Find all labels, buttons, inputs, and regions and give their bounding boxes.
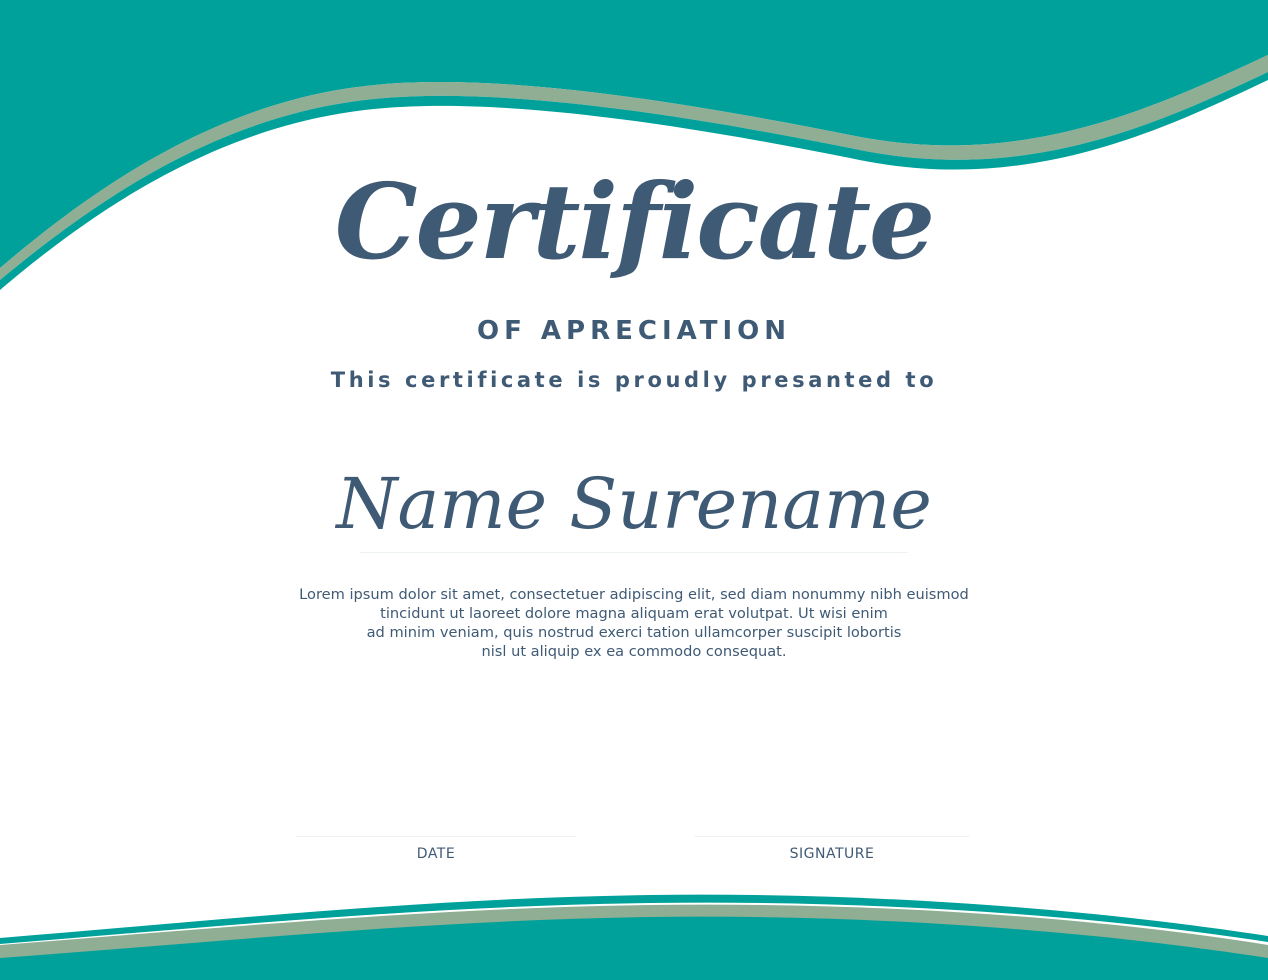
certificate-subtitle: OF APRECIATION [476,316,791,346]
signature-line [694,836,970,837]
body-line: nisl ut aliquip ex ea commodo consequat. [481,643,787,660]
presented-line: This certificate is proudly presanted to [330,368,938,392]
body-line: ad minim veniam, quis nostrud exerci tation ullamcorper suscipit lobortis [366,624,902,641]
name-underline [360,552,908,553]
body-paragraph [234,585,1034,661]
certificate-title: Certificate [334,160,934,283]
date-label: DATE [416,846,456,862]
body-line: Lorem ipsum dolor sit amet, consectetuer adipiscing elit, sed diam nonummy nibh euismod [299,586,969,603]
recipient-name: Name Surename [336,463,932,545]
date-line [296,836,576,837]
signature-label: SIGNATURE [789,846,875,862]
body-line: tincidunt ut laoreet dolore magna aliquam erat volutpat. Ut wisi enim [380,605,888,622]
